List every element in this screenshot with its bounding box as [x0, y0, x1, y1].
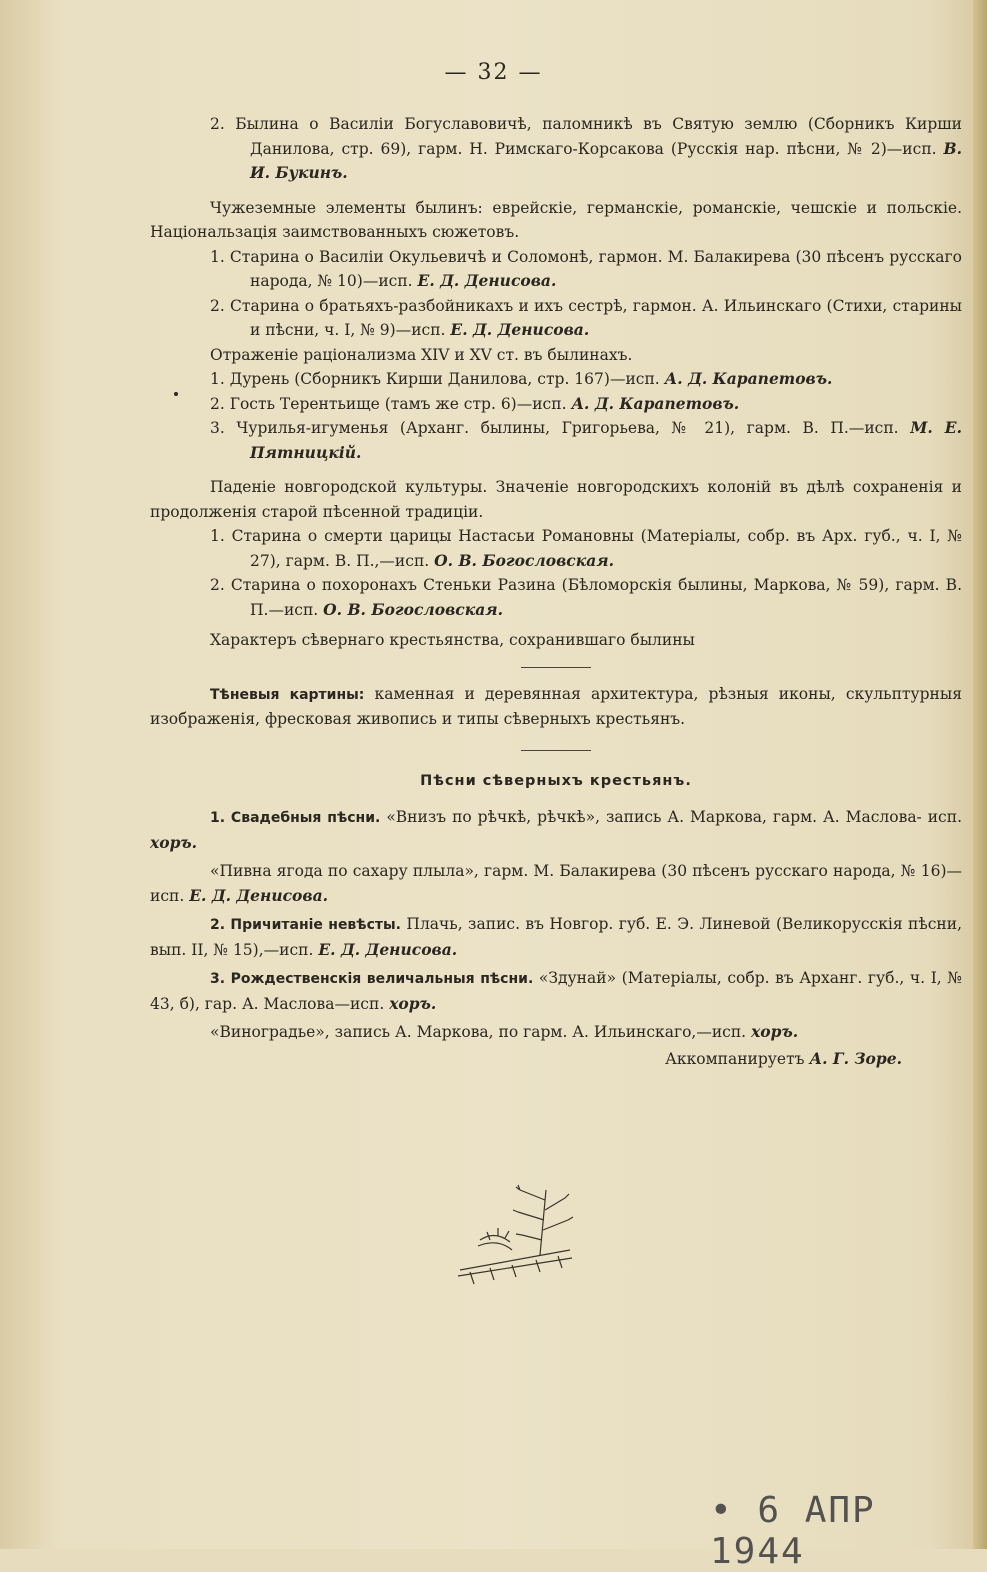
page-number: — 32 —	[444, 60, 543, 85]
list-item: 2. Старина о похоронахъ Стеньки Разина (Бѣломорскія былины, Маркова, № 59), гарм. В. П.—исп. О. В. Богословская.	[210, 576, 962, 619]
song-item: «Виноградье», запись А. Маркова, по гарм. А. Ильинскаго,—исп. хоръ.	[210, 1022, 799, 1041]
divider	[521, 750, 591, 751]
ink-dot	[174, 392, 178, 396]
accompaniment: Аккомпанируетъ А. Г. Зоре.	[665, 1048, 902, 1068]
songs-heading: Пѣсни сѣверныхъ крестьянъ.	[420, 772, 692, 789]
page-edge	[973, 0, 987, 1549]
pine-vignette-icon	[450, 1180, 580, 1290]
list-item: 1. Старина о смерти царицы Настасьи Романовны (Матеріалы, собр. въ Арх. губ., ч. I, № 27), гарм. В. П.,—исп. О. В. Богословская.	[210, 527, 962, 570]
shadow-pictures: Тѣневыя картины: каменная и деревянная архитектура, рѣзныя иконы, скульптурныя изображенія, фресковая живопись и типы сѣверныхъ крестьянъ.	[150, 684, 962, 728]
section-title: Чужеземные элементы былинъ: еврейскіе, германскіе, романскіе, чешскіе и польскіе. Національзація заимствованныхъ сюжетовъ.	[150, 198, 962, 241]
date-stamp: • 6 АПР 1944	[710, 1490, 876, 1572]
list-item: 1. Дурень (Сборникъ Кирши Данилова, стр. 167)—исп. А. Д. Карапетовъ.	[210, 369, 833, 388]
list-item: 2. Старина о братьяхъ-разбойникахъ и ихъ сестрѣ, гармон. А. Ильинскаго (Стихи, старины и пѣсни, ч. I, № 9)—исп. Е. Д. Денисова.	[210, 296, 962, 339]
bylina-item: 2. Былина о Василіи Богуславовичѣ, паломникѣ въ Святую землю (Сборникъ Кирши Данилова, стр. 69), гарм. Н. Римскаго-Корсакова (Русскія нар. пѣсни, № 2)—исп. В. И. Букинъ.	[210, 115, 962, 182]
list-item: 1. Старина о Василіи Окульевичѣ и Соломонѣ, гармон. М. Балакирева (30 пѣсенъ русскаго народа, № 10)—исп. Е. Д. Денисова.	[210, 247, 962, 290]
section-title: Паденіе новгородской культуры. Значеніе новгородскихъ колоній въ дѣлѣ сохраненія и продолженія старой пѣсенной традиціи.	[150, 478, 962, 521]
divider	[521, 667, 591, 668]
song-item: 1. Свадебныя пѣсни. «Внизъ по рѣчкѣ, рѣчкѣ», запись А. Маркова, гарм. А. Маслова- исп. хоръ.	[150, 808, 962, 852]
song-item: «Пивна ягода по сахару плыла», гарм. М. Балакирева (30 пѣсенъ русскаго народа, № 16)—исп. Е. Д. Денисова.	[150, 862, 962, 905]
section-title: Отраженіе раціонализма XIV и XV ст. въ былинахъ.	[210, 345, 633, 364]
list-item: 3. Чурилья-игуменья (Арханг. былины, Григорьева, № 21), гарм. В. П.—исп. М. Е. Пятницкій.	[210, 418, 962, 462]
document-body	[150, 112, 962, 1071]
section-closing: Характеръ сѣвернаго крестьянства, сохранившаго былины	[210, 631, 695, 649]
song-item: 2. Причитаніе невѣсты. Плачь, запис. въ Новгор. губ. Е. Э. Линевой (Великорусскія пѣсни, вып. II, № 15),—исп. Е. Д. Денисова.	[150, 915, 963, 959]
song-item: 3. Рождественскія величальныя пѣсни. «Здунай» (Матеріалы, собр. въ Арханг. губ., ч. I, № 43, б), гар. А. Маслова—исп. хоръ.	[150, 969, 962, 1013]
list-item: 2. Гость Терентьище (тамъ же стр. 6)—исп. А. Д. Карапетовъ.	[210, 393, 740, 413]
